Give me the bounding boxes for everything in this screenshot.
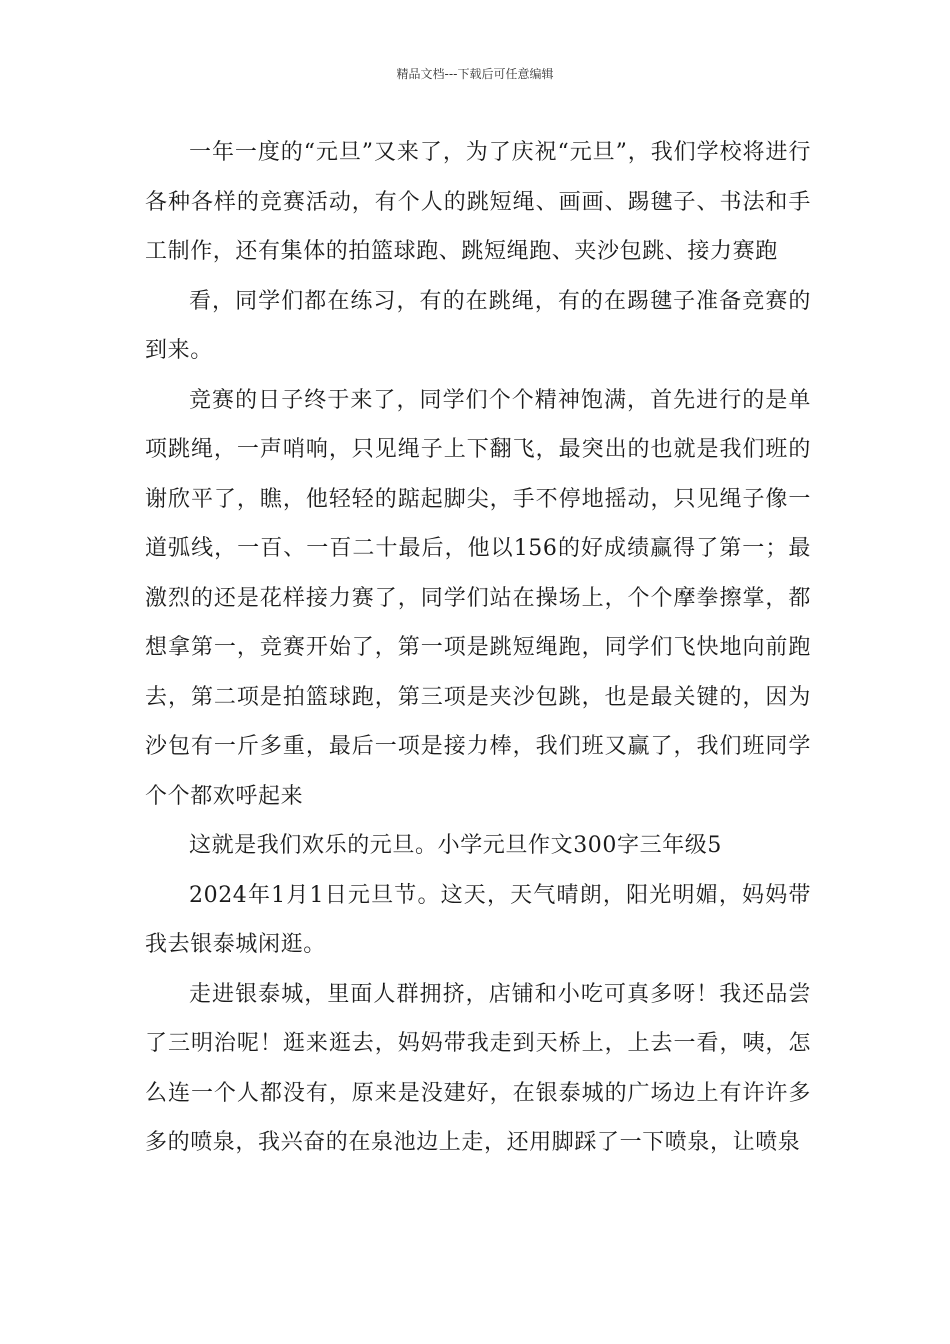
paragraph-2: 看，同学们都在练习，有的在跳绳，有的在踢毽子准备竞赛的到来。 bbox=[145, 288, 811, 363]
paragraph-5: 2024年1月1日元旦节。这天，天气晴朗，阳光明媚，妈妈带我去银泰城闲逛。 bbox=[145, 882, 811, 957]
page-header: 精品文档---下载后可任意编辑 bbox=[396, 67, 554, 81]
paragraph-3: 竞赛的日子终于来了，同学们个个精神饱满，首先进行的是单项跳绳，一声哨响，只见绳子上下翻飞，最突出的也就是我们班的谢欣平了，瞧，他轻轻的踮起脚尖，手不停地摇动，只见绳子像一道弧线，一百、一百二十最后，他以156的好成绩赢得了第一；最激烈的还是花样接力赛了，同学们站在操场上，个个摩拳擦掌，都想拿第一，竞赛开始了，第一项是跳短绳跑，同学们飞快地向前跑去，第二项是拍篮球跑，第三项是夹沙包跳，也是最关键的，因为沙包有一斤多重，最后一项是接力棒，我们班又赢了，我们班同学个个都欢呼起来 bbox=[145, 387, 811, 809]
paragraph-1: 一年一度的“元旦”又来了，为了庆祝“元旦”，我们学校将进行各种各样的竞赛活动，有个人的跳短绳、画画、踢毽子、书法和手工制作，还有集体的拍篮球跑、跳短绳跑、夹沙包跳、接力赛跑 bbox=[145, 140, 811, 264]
document-body bbox=[145, 128, 811, 1168]
paragraph-6: 走进银泰城，里面人群拥挤，店铺和小吃可真多呀！我还品尝了三明治呢！逛来逛去，妈妈带我走到天桥上，上去一看，咦，怎么连一个人都没有，原来是没建好，在银泰城的广场边上有许许多多的喷泉，我兴奋的在泉池边上走，还用脚踩了一下喷泉，让喷泉 bbox=[145, 981, 811, 1155]
paragraph-4: 这就是我们欢乐的元旦。小学元旦作文300字三年级5 bbox=[189, 833, 722, 858]
